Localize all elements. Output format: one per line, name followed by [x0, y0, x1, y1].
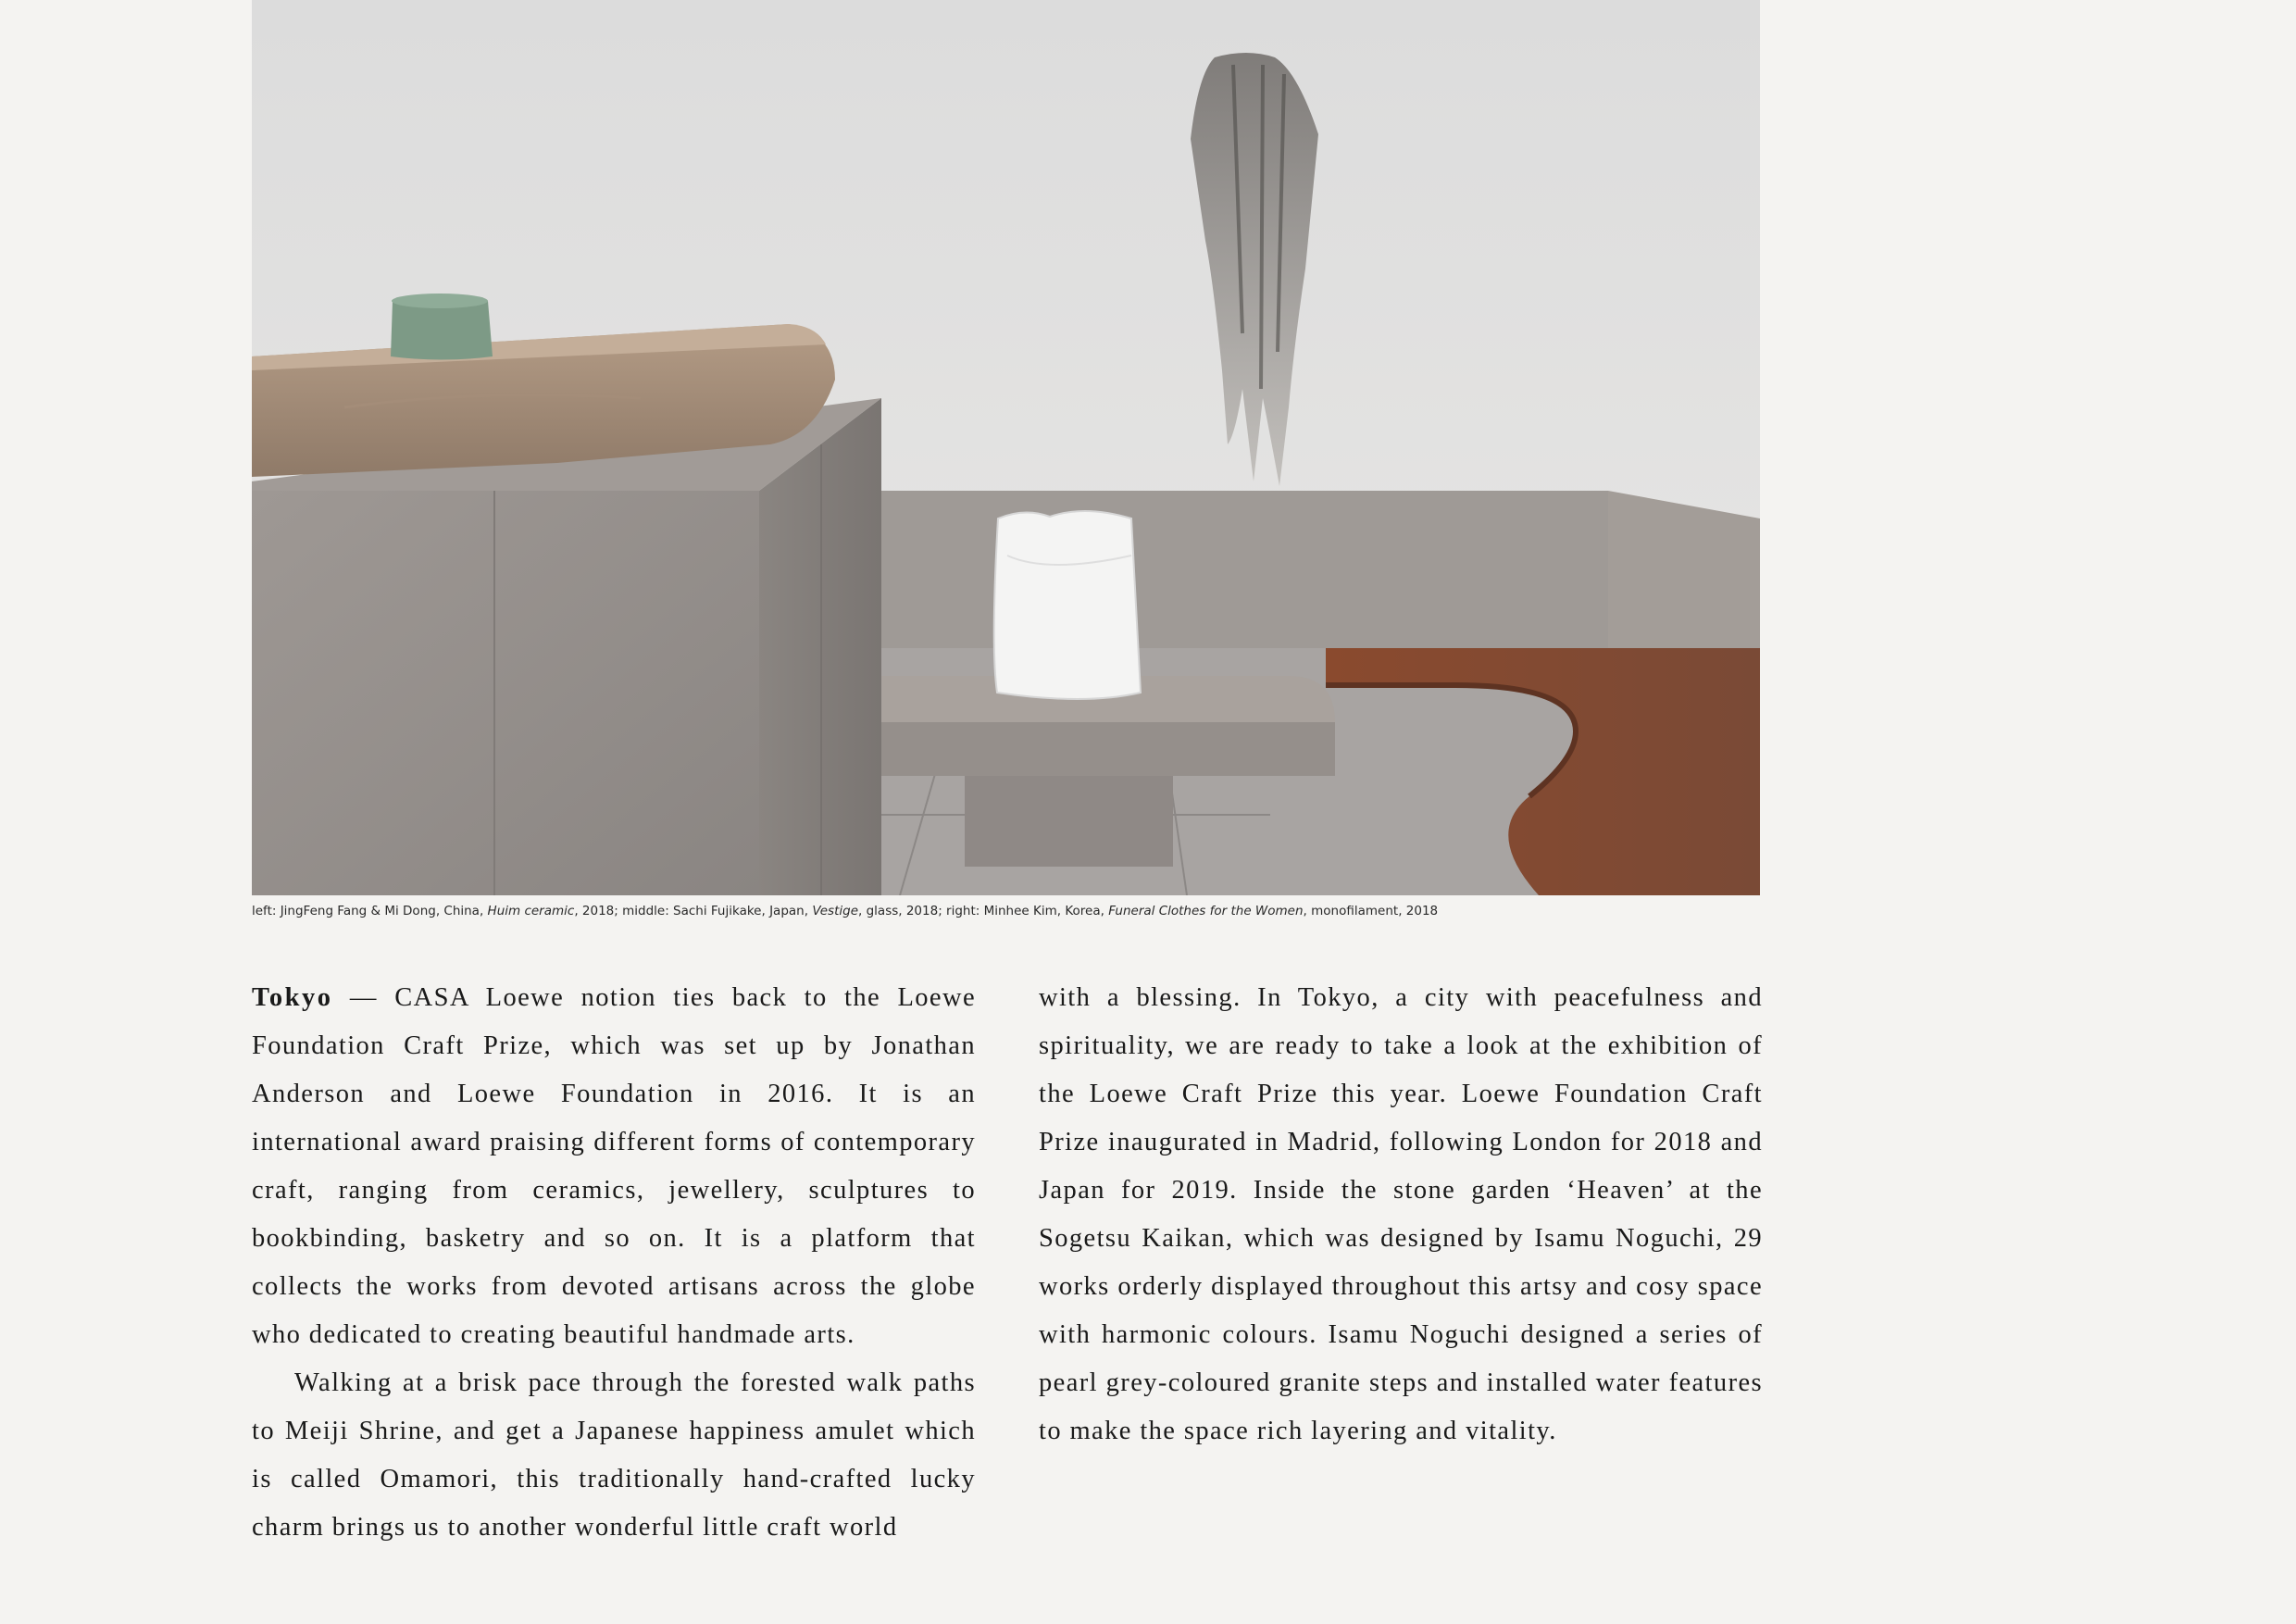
article-lede: Tokyo	[252, 983, 333, 1012]
article-paragraph	[252, 974, 976, 1359]
article-text: — CASA Loewe notion ties back to the Loewe Foundation Craft Prize, which was set up by Jonathan Anderson and Loewe Foundation in 2016. It is an international award praising different forms of contemporary craft, ranging from ceramics, jewellery, sculptures to bookbinding, basketry and so on. It is a platform that collects the works from devoted artisans across the globe who dedicated to creating beautiful handmade arts.	[252, 983, 976, 1349]
photo-caption	[252, 904, 1826, 918]
article-paragraph: Walking at a brisk pace through the forested walk paths to Meiji Shrine, and get a Japanese happiness amulet which is called Omamori, this traditionally hand-crafted lucky charm brings us to another wonderful little craft world	[252, 1368, 976, 1542]
article-paragraph: with a blessing. In Tokyo, a city with peacefulness and spirituality, we are ready to take a look at the exhibition of the Loewe Craft Prize this year. Loewe Foundation Craft Prize inaugurated in Madrid, following London for 2018 and Japan for 2019. Inside the stone garden ‘Heaven’ at the Sogetsu Kaikan, which was designed by Isamu Noguchi, 29 works orderly displayed throughout this artsy and cosy space with harmonic colours. Isamu Noguchi designed a series of pearl grey-coloured granite steps and installed water features to make the space rich layering and vitality.	[1039, 983, 1763, 1445]
caption-text: , 2018; middle: Sachi Fujikake, Japan,	[574, 904, 813, 918]
exhibition-photo-illustration	[252, 0, 1760, 895]
caption-text: left: JingFeng Fang & Mi Dong, China,	[252, 904, 488, 918]
article-column-right	[1039, 974, 1763, 1455]
caption-work-title: Huim ceramic	[487, 904, 575, 918]
caption-work-title: Funeral Clothes for the Women	[1108, 904, 1304, 918]
caption-work-title: Vestige	[812, 904, 859, 918]
article-column-left	[252, 974, 976, 1552]
caption-text: , glass, 2018; right: Minhee Kim, Korea,	[858, 904, 1109, 918]
caption-text: , monofilament, 2018	[1303, 904, 1439, 918]
exhibition-photo	[252, 0, 1760, 895]
